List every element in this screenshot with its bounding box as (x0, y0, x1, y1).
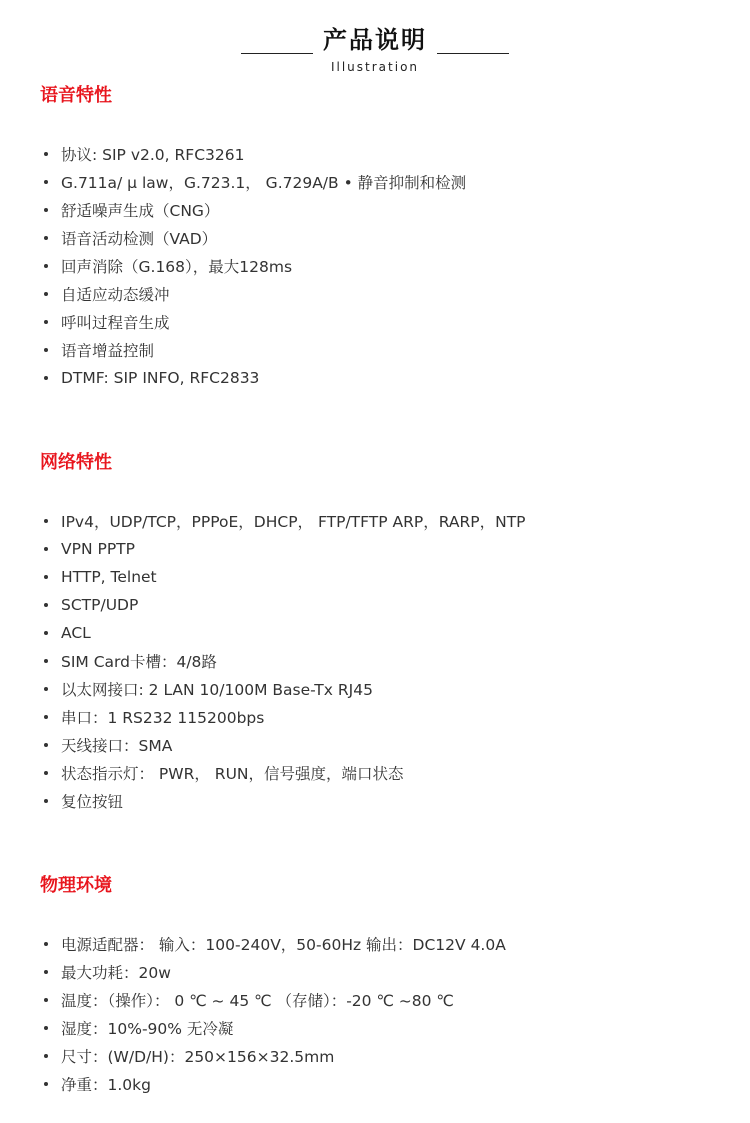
list-item (44, 308, 466, 336)
feature-list (44, 140, 466, 392)
page-title: 产品说明 (323, 26, 427, 54)
list-item-text: G.711a/ μ law，G.723.1， G.729A/B • 静音抑制和检测 (61, 174, 467, 192)
bullet-dot-icon (44, 236, 48, 240)
bullet-dot-icon (44, 547, 48, 551)
list-item-text: 尺寸：(W/D/H)：250×156×32.5mm (61, 1048, 335, 1066)
bullet-dot-icon (44, 1082, 48, 1086)
bullet-dot-icon (44, 743, 48, 747)
bullet-dot-icon (44, 1054, 48, 1058)
list-item (44, 535, 526, 563)
bullet-dot-icon (44, 208, 48, 212)
list-item-text: ACL (61, 624, 91, 642)
section-voice-features (40, 84, 720, 387)
list-item-text: VPN PPTP (61, 540, 135, 558)
bullet-dot-icon (44, 376, 48, 380)
bullet-dot-icon (44, 152, 48, 156)
bullet-dot-icon (44, 519, 48, 523)
section-title: 物理环境 (40, 875, 112, 896)
feature-list (44, 507, 526, 815)
list-item-text: HTTP, Telnet (61, 568, 157, 586)
section-title: 语音特性 (40, 85, 112, 106)
list-item-text: 复位按钮 (61, 793, 124, 811)
list-item (44, 591, 526, 619)
list-item-text: 协议: SIP v2.0, RFC3261 (61, 146, 245, 164)
bullet-dot-icon (44, 687, 48, 691)
list-item-text: DTMF: SIP INFO, RFC2833 (61, 369, 260, 387)
list-item-text: 以太网接口: 2 LAN 10/100M Base-Tx RJ45 (61, 681, 373, 699)
list-item (44, 168, 466, 196)
bullet-dot-icon (44, 264, 48, 268)
bullet-dot-icon (44, 320, 48, 324)
list-item-text: 舒适噪声生成（CNG） (61, 202, 220, 220)
list-item (44, 252, 466, 280)
bullet-dot-icon (44, 631, 48, 635)
bullet-dot-icon (44, 942, 48, 946)
list-item-text: 天线接口：SMA (61, 737, 173, 755)
list-item (44, 647, 526, 675)
list-item-text: 状态指示灯： PWR， RUN，信号强度，端口状态 (61, 765, 404, 783)
bullet-dot-icon (44, 970, 48, 974)
list-item (44, 759, 526, 787)
list-item (44, 1070, 506, 1098)
bullet-dot-icon (44, 603, 48, 607)
bullet-dot-icon (44, 715, 48, 719)
page-subtitle: Illustration (330, 60, 420, 74)
list-item-text: IPv4，UDP/TCP，PPPoE，DHCP， FTP/TFTP ARP，RARP，NTP (61, 513, 526, 531)
list-item-text: SCTP/UDP (61, 596, 139, 614)
list-item (44, 563, 526, 591)
title-row (0, 22, 750, 56)
list-item (44, 364, 466, 392)
list-item (44, 1042, 506, 1070)
list-item (44, 986, 506, 1014)
list-item-text: 回声消除（G.168），最大128ms (61, 258, 293, 276)
list-item-text: 净重：1.0kg (61, 1076, 151, 1094)
bullet-dot-icon (44, 771, 48, 775)
list-item (44, 703, 526, 731)
bullet-dot-icon (44, 180, 48, 184)
list-item-text: SIM Card卡槽：4/8路 (61, 653, 217, 671)
list-item-text: 语音增益控制 (61, 342, 155, 360)
list-item-text: 湿度：10%-90% 无冷凝 (61, 1020, 234, 1038)
list-item (44, 958, 506, 986)
bullet-dot-icon (44, 575, 48, 579)
section-network-features (40, 451, 720, 811)
list-item (44, 140, 466, 168)
bullet-dot-icon (44, 1026, 48, 1030)
list-item-text: 最大功耗：20w (61, 964, 171, 982)
bullet-dot-icon (44, 292, 48, 296)
feature-list (44, 930, 506, 1098)
list-item (44, 280, 466, 308)
list-item (44, 224, 466, 252)
list-item-text: 语音活动检测（VAD） (61, 230, 218, 248)
list-item (44, 731, 526, 759)
list-item (44, 336, 466, 364)
list-item (44, 507, 526, 535)
list-item-text: 电源适配器： 输入：100-240V，50-60Hz 输出：DC12V 4.0A (61, 936, 506, 954)
page-header (0, 22, 750, 74)
title-rule-right (437, 53, 509, 54)
title-rule-left (241, 53, 313, 54)
section-physical-environment (40, 874, 720, 1094)
list-item (44, 1014, 506, 1042)
bullet-dot-icon (44, 348, 48, 352)
list-item (44, 196, 466, 224)
list-item (44, 619, 526, 647)
bullet-dot-icon (44, 659, 48, 663)
list-item-text: 自适应动态缓冲 (61, 286, 170, 304)
bullet-dot-icon (44, 998, 48, 1002)
list-item (44, 675, 526, 703)
list-item-text: 串口：1 RS232 115200bps (61, 709, 265, 727)
section-title: 网络特性 (40, 452, 112, 473)
list-item (44, 787, 526, 815)
list-item-text: 呼叫过程音生成 (61, 314, 170, 332)
list-item (44, 930, 506, 958)
list-item-text: 温度：（操作）： 0 ℃ ~ 45 ℃ （存储）：-20 ℃ ~80 ℃ (61, 992, 454, 1010)
bullet-dot-icon (44, 799, 48, 803)
